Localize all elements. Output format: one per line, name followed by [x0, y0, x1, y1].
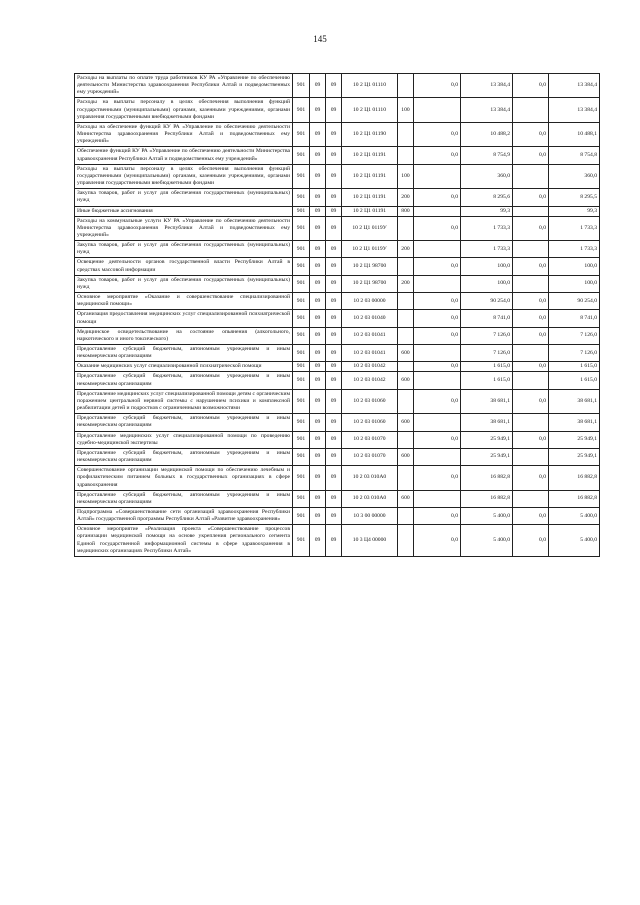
amount-cell-1: [414, 206, 461, 216]
amount-cell-1: [414, 98, 461, 122]
section-code-cell: 09: [310, 507, 326, 524]
table-row: [75, 241, 600, 258]
section-code-cell: 09: [310, 448, 326, 465]
expense-type-cell: [398, 327, 414, 344]
section-code-cell: 09: [310, 466, 326, 490]
section-code-cell: 09: [310, 98, 326, 122]
admin-code-cell: 901: [293, 507, 310, 524]
target-article-cell: 10 2 Ц1 01191: [342, 147, 398, 164]
table-row: [75, 507, 600, 524]
amount-cell-4: 5 400,0: [549, 507, 600, 524]
amount-cell-2: 100,0: [461, 275, 513, 292]
admin-code-cell: 901: [293, 164, 310, 188]
expense-type-cell: [398, 258, 414, 275]
table-row: [75, 414, 600, 431]
section-code-cell: 09: [310, 258, 326, 275]
subsection-code-cell: 09: [326, 490, 342, 507]
amount-cell-1: 0,0: [414, 466, 461, 490]
amount-cell-2: 38 681,1: [461, 414, 513, 431]
amount-cell-1: [414, 448, 461, 465]
section-code-cell: 09: [310, 431, 326, 448]
amount-cell-4: 1 733,3: [549, 216, 600, 240]
amount-cell-3: 0,0: [513, 310, 549, 327]
section-code-cell: 09: [310, 293, 326, 310]
subsection-code-cell: 09: [326, 216, 342, 240]
row-name-cell: Предоставление медицинских услуг специализированной помощи детям с органическим поражением центральной нервной системы с нарушением психики и комплексной реабилитации детей и подростков с ограниченными возможностями: [75, 389, 293, 413]
amount-cell-1: [414, 275, 461, 292]
subsection-code-cell: 09: [326, 431, 342, 448]
subsection-code-cell: 09: [326, 525, 342, 557]
amount-cell-3: 0,0: [513, 147, 549, 164]
target-article-cell: 10 2 03 00000: [342, 293, 398, 310]
table-row: [75, 345, 600, 362]
target-article-cell: 10 2 03 01070: [342, 431, 398, 448]
expense-type-cell: [398, 362, 414, 372]
amount-cell-3: 0,0: [513, 362, 549, 372]
amount-cell-3: [513, 372, 549, 389]
expense-type-cell: 600: [398, 414, 414, 431]
row-name-cell: Расходы на обеспечение функций КУ РА «Управление по обеспечению деятельности Министерства здравоохранения Республики Алтай и подведомственных ему учреждений»: [75, 122, 293, 146]
table-row: [75, 448, 600, 465]
row-name-cell: Освещение деятельности органов государственной власти Республики Алтай в средствах массовой информации: [75, 258, 293, 275]
subsection-code-cell: 09: [326, 98, 342, 122]
admin-code-cell: 901: [293, 216, 310, 240]
amount-cell-4: 13 384,4: [549, 98, 600, 122]
amount-cell-1: 0,0: [414, 389, 461, 413]
target-article-cell: 10 2 03 010А0: [342, 490, 398, 507]
amount-cell-2: 8 295,6: [461, 189, 513, 206]
amount-cell-1: 0,0: [414, 122, 461, 146]
expense-type-cell: [398, 466, 414, 490]
table-row: [75, 525, 600, 557]
table-row: [75, 98, 600, 122]
amount-cell-4: 100,0: [549, 258, 600, 275]
amount-cell-3: [513, 164, 549, 188]
admin-code-cell: 901: [293, 241, 310, 258]
section-code-cell: 09: [310, 122, 326, 146]
section-code-cell: 09: [310, 206, 326, 216]
amount-cell-4: 5 400,0: [549, 525, 600, 557]
amount-cell-3: 0,0: [513, 258, 549, 275]
row-name-cell: Расходы на выплаты персоналу в целях обеспечения выполнения функций государственными (муниципальными) органами, казенными учреждениями, органами управления государственными внебюджетными фондами: [75, 98, 293, 122]
expense-type-cell: [398, 310, 414, 327]
table-row: [75, 310, 600, 327]
table-row: [75, 206, 600, 216]
amount-cell-1: 0,0: [414, 216, 461, 240]
amount-cell-2: 5 400,0: [461, 507, 513, 524]
subsection-code-cell: 09: [326, 448, 342, 465]
amount-cell-3: [513, 448, 549, 465]
subsection-code-cell: 09: [326, 206, 342, 216]
target-article-cell: 10 2 03 01060: [342, 389, 398, 413]
amount-cell-4: 16 882,8: [549, 490, 600, 507]
amount-cell-2: 100,0: [461, 258, 513, 275]
amount-cell-4: 1 615,0: [549, 362, 600, 372]
expense-type-cell: [398, 147, 414, 164]
amount-cell-1: 0,0: [414, 74, 461, 98]
target-article-cell: 10 2 Ц1 98700: [342, 258, 398, 275]
expense-type-cell: 200: [398, 241, 414, 258]
target-article-cell: 10 2 03 01041: [342, 327, 398, 344]
amount-cell-3: 0,0: [513, 507, 549, 524]
table-row: [75, 293, 600, 310]
amount-cell-2: 13 384,4: [461, 98, 513, 122]
amount-cell-2: 16 882,8: [461, 490, 513, 507]
subsection-code-cell: 09: [326, 164, 342, 188]
section-code-cell: 09: [310, 147, 326, 164]
amount-cell-1: [414, 164, 461, 188]
section-code-cell: 09: [310, 389, 326, 413]
amount-cell-4: 100,0: [549, 275, 600, 292]
subsection-code-cell: 09: [326, 389, 342, 413]
row-name-cell: Закупка товаров, работ и услуг для обеспечения государственных (муниципальных) нужд: [75, 189, 293, 206]
amount-cell-2: 7 126,0: [461, 345, 513, 362]
expense-type-cell: 100: [398, 164, 414, 188]
section-code-cell: 09: [310, 275, 326, 292]
amount-cell-3: 0,0: [513, 466, 549, 490]
table-row: [75, 362, 600, 372]
expense-type-cell: [398, 507, 414, 524]
subsection-code-cell: 09: [326, 275, 342, 292]
expense-type-cell: 100: [398, 98, 414, 122]
amount-cell-3: 0,0: [513, 74, 549, 98]
subsection-code-cell: 09: [326, 362, 342, 372]
amount-cell-4: 7 126,0: [549, 345, 600, 362]
expense-type-cell: [398, 525, 414, 557]
row-name-cell: Расходы на коммунальные услуги КУ РА «Управление по обеспечению деятельности Министерства здравоохранения Республики Алтай и подведомственных ему учреждений»: [75, 216, 293, 240]
table-row: [75, 122, 600, 146]
budget-table: [74, 73, 600, 557]
amount-cell-3: 0,0: [513, 389, 549, 413]
expense-type-cell: 600: [398, 372, 414, 389]
amount-cell-4: 8 295,5: [549, 189, 600, 206]
row-name-cell: Закупка товаров, работ и услуг для обеспечения государственных (муниципальных) нужд: [75, 241, 293, 258]
row-name-cell: Предоставление субсидий бюджетным, автономным учреждениям и иным некоммерческим организациям: [75, 448, 293, 465]
amount-cell-4: 1 733,3: [549, 241, 600, 258]
admin-code-cell: 901: [293, 414, 310, 431]
amount-cell-4: 25 949,1: [549, 431, 600, 448]
table-row: [75, 490, 600, 507]
amount-cell-4: 99,3: [549, 206, 600, 216]
target-article-cell: 10 3 Ц4 00000: [342, 525, 398, 557]
amount-cell-3: [513, 241, 549, 258]
admin-code-cell: 901: [293, 189, 310, 206]
table-row: [75, 147, 600, 164]
amount-cell-4: 8 741,0: [549, 310, 600, 327]
amount-cell-3: [513, 345, 549, 362]
subsection-code-cell: 09: [326, 241, 342, 258]
table-row: [75, 164, 600, 188]
amount-cell-3: 0,0: [513, 189, 549, 206]
section-code-cell: 09: [310, 74, 326, 98]
subsection-code-cell: 09: [326, 345, 342, 362]
amount-cell-2: 38 681,1: [461, 389, 513, 413]
amount-cell-2: 1 615,0: [461, 362, 513, 372]
expense-type-cell: [398, 74, 414, 98]
amount-cell-2: 99,3: [461, 206, 513, 216]
expense-type-cell: 600: [398, 448, 414, 465]
amount-cell-3: [513, 275, 549, 292]
table-body: [75, 74, 600, 557]
page-number: 145: [313, 34, 327, 44]
admin-code-cell: 901: [293, 310, 310, 327]
amount-cell-4: 90 254,0: [549, 293, 600, 310]
amount-cell-1: 0,0: [414, 507, 461, 524]
amount-cell-2: 5 400,0: [461, 525, 513, 557]
target-article-cell: 10 2 Ц1 01110: [342, 74, 398, 98]
target-article-cell: 10 2 Ц1 01110: [342, 98, 398, 122]
row-name-cell: Закупка товаров, работ и услуг для обеспечения государственных (муниципальных) нужд: [75, 275, 293, 292]
subsection-code-cell: 09: [326, 147, 342, 164]
amount-cell-1: 0,0: [414, 327, 461, 344]
admin-code-cell: 901: [293, 372, 310, 389]
target-article-cell: 10 2 Ц1 98700: [342, 275, 398, 292]
row-name-cell: Организация предоставления медицинских услуг специализированной психиатрической помощи: [75, 310, 293, 327]
amount-cell-4: 8 754,8: [549, 147, 600, 164]
section-code-cell: 09: [310, 490, 326, 507]
expense-type-cell: [398, 431, 414, 448]
table-row: [75, 275, 600, 292]
row-name-cell: Расходы на выплаты персоналу в целях обеспечения выполнения функций государственными (муниципальными) органами, казенными учреждениями, органами управления государственными внебюджетными фондами: [75, 164, 293, 188]
admin-code-cell: 901: [293, 362, 310, 372]
amount-cell-1: [414, 490, 461, 507]
amount-cell-3: 0,0: [513, 216, 549, 240]
amount-cell-1: 0,0: [414, 431, 461, 448]
admin-code-cell: 901: [293, 206, 310, 216]
subsection-code-cell: 09: [326, 310, 342, 327]
amount-cell-2: 16 882,8: [461, 466, 513, 490]
expense-type-cell: 200: [398, 189, 414, 206]
row-name-cell: Предоставление субсидий бюджетным, автономным учреждениям и иным некоммерческим организациям: [75, 372, 293, 389]
row-name-cell: Обеспечение функций КУ РА «Управление по обеспечению деятельности Министерства здравоохранения Республики Алтай и подведомственных ему учреждений»: [75, 147, 293, 164]
amount-cell-2: 7 126,0: [461, 327, 513, 344]
admin-code-cell: 901: [293, 431, 310, 448]
subsection-code-cell: 09: [326, 258, 342, 275]
table-row: [75, 372, 600, 389]
target-article-cell: 10 2 03 010А0: [342, 466, 398, 490]
amount-cell-4: 38 681,1: [549, 414, 600, 431]
row-name-cell: Подпрограмма «Совершенствование сети организаций здравоохранения Республики Алтай» государственной программы Республики Алтай «Развитие здравоохранения»: [75, 507, 293, 524]
section-code-cell: 09: [310, 327, 326, 344]
amount-cell-1: 0,0: [414, 258, 461, 275]
row-name-cell: Основное мероприятие «Реализация проекта «Совершенствование процессов организации медицинской помощи на основе укрепления регионального сегмента Единой государственной информационной системы в сфере здравоохранения в медицинских организациях Республики Алтай»: [75, 525, 293, 557]
section-code-cell: 09: [310, 414, 326, 431]
target-article-cell: 10 2 Ц1 0119У: [342, 216, 398, 240]
admin-code-cell: 901: [293, 327, 310, 344]
subsection-code-cell: 09: [326, 327, 342, 344]
amount-cell-3: 0,0: [513, 293, 549, 310]
section-code-cell: 09: [310, 525, 326, 557]
amount-cell-4: 1 615,0: [549, 372, 600, 389]
table-row: [75, 216, 600, 240]
section-code-cell: 09: [310, 362, 326, 372]
section-code-cell: 09: [310, 372, 326, 389]
amount-cell-2: 13 384,4: [461, 74, 513, 98]
amount-cell-2: 25 949,1: [461, 448, 513, 465]
target-article-cell: 10 2 03 01042: [342, 362, 398, 372]
amount-cell-1: 0,0: [414, 293, 461, 310]
subsection-code-cell: 09: [326, 293, 342, 310]
amount-cell-1: 0,0: [414, 310, 461, 327]
expense-type-cell: 200: [398, 275, 414, 292]
target-article-cell: 10 2 03 01040: [342, 310, 398, 327]
admin-code-cell: 901: [293, 448, 310, 465]
amount-cell-2: 1 733,3: [461, 241, 513, 258]
amount-cell-1: [414, 372, 461, 389]
table-row: [75, 74, 600, 98]
amount-cell-2: 1 733,3: [461, 216, 513, 240]
row-name-cell: Совершенствование организации медицинской помощи по обеспечению лечебным и профилактическим питанием больных в государственных организациях в сфере здравоохранения: [75, 466, 293, 490]
amount-cell-1: 0,0: [414, 189, 461, 206]
subsection-code-cell: 09: [326, 372, 342, 389]
section-code-cell: 09: [310, 164, 326, 188]
subsection-code-cell: 09: [326, 507, 342, 524]
expense-type-cell: [398, 389, 414, 413]
admin-code-cell: 901: [293, 345, 310, 362]
admin-code-cell: 901: [293, 122, 310, 146]
amount-cell-3: 0,0: [513, 327, 549, 344]
section-code-cell: 09: [310, 216, 326, 240]
subsection-code-cell: 09: [326, 189, 342, 206]
row-name-cell: Медицинское освидетельствование на состояние опьянения (алкогольного, наркотического и иного токсического): [75, 327, 293, 344]
amount-cell-2: 25 949,1: [461, 431, 513, 448]
table-row: [75, 389, 600, 413]
amount-cell-1: 0,0: [414, 147, 461, 164]
target-article-cell: 10 2 Ц1 0119У: [342, 241, 398, 258]
admin-code-cell: 901: [293, 525, 310, 557]
amount-cell-3: [513, 206, 549, 216]
row-name-cell: Расходы на выплаты по оплате труда работников КУ РА «Управление по обеспечению деятельности Министерства здравоохранения Республики Алтай и подведомственных ему учреждений»: [75, 74, 293, 98]
row-name-cell: Предоставление субсидий бюджетным, автономным учреждениям и иным некоммерческим организациям: [75, 414, 293, 431]
admin-code-cell: 901: [293, 258, 310, 275]
section-code-cell: 09: [310, 310, 326, 327]
admin-code-cell: 901: [293, 490, 310, 507]
section-code-cell: 09: [310, 241, 326, 258]
subsection-code-cell: 09: [326, 122, 342, 146]
amount-cell-4: 16 882,8: [549, 466, 600, 490]
admin-code-cell: 901: [293, 275, 310, 292]
admin-code-cell: 901: [293, 293, 310, 310]
target-article-cell: 10 2 03 01070: [342, 448, 398, 465]
expense-type-cell: 800: [398, 206, 414, 216]
row-name-cell: Иные бюджетные ассигнования: [75, 206, 293, 216]
expense-type-cell: [398, 122, 414, 146]
expense-type-cell: [398, 293, 414, 310]
amount-cell-2: 1 615,0: [461, 372, 513, 389]
table-row: [75, 189, 600, 206]
target-article-cell: 10 3 00 00000: [342, 507, 398, 524]
admin-code-cell: 901: [293, 466, 310, 490]
amount-cell-3: 0,0: [513, 122, 549, 146]
amount-cell-2: 90 254,0: [461, 293, 513, 310]
target-article-cell: 10 2 Ц1 01191: [342, 189, 398, 206]
admin-code-cell: 901: [293, 98, 310, 122]
amount-cell-4: 10 488,1: [549, 122, 600, 146]
amount-cell-4: 13 384,4: [549, 74, 600, 98]
amount-cell-2: 8 754,9: [461, 147, 513, 164]
amount-cell-1: 0,0: [414, 362, 461, 372]
row-name-cell: Предоставление медицинских услуг специализированной помощи по проведению судебно-медицинской экспертизы: [75, 431, 293, 448]
amount-cell-1: [414, 414, 461, 431]
amount-cell-1: 0,0: [414, 525, 461, 557]
table-row: [75, 258, 600, 275]
admin-code-cell: 901: [293, 74, 310, 98]
table-row: [75, 431, 600, 448]
table-row: [75, 327, 600, 344]
row-name-cell: Предоставление субсидий бюджетным, автономным учреждениям и иным некоммерческим организациям: [75, 490, 293, 507]
amount-cell-4: 7 126,0: [549, 327, 600, 344]
amount-cell-3: [513, 490, 549, 507]
amount-cell-2: 10 488,2: [461, 122, 513, 146]
amount-cell-3: 0,0: [513, 431, 549, 448]
table-row: [75, 466, 600, 490]
expense-type-cell: 600: [398, 345, 414, 362]
amount-cell-2: 360,0: [461, 164, 513, 188]
subsection-code-cell: 09: [326, 414, 342, 431]
admin-code-cell: 901: [293, 147, 310, 164]
row-name-cell: Предоставление субсидий бюджетным, автономным учреждениям и иным некоммерческим организациям: [75, 345, 293, 362]
subsection-code-cell: 09: [326, 466, 342, 490]
expense-type-cell: 600: [398, 490, 414, 507]
target-article-cell: 10 2 Ц1 01191: [342, 206, 398, 216]
amount-cell-4: 25 949,1: [549, 448, 600, 465]
amount-cell-3: [513, 414, 549, 431]
subsection-code-cell: 09: [326, 74, 342, 98]
section-code-cell: 09: [310, 345, 326, 362]
row-name-cell: Оказание медицинских услуг специализированной психиатрической помощи: [75, 362, 293, 372]
target-article-cell: 10 2 03 01042: [342, 372, 398, 389]
target-article-cell: 10 2 03 01041: [342, 345, 398, 362]
section-code-cell: 09: [310, 189, 326, 206]
amount-cell-1: [414, 241, 461, 258]
amount-cell-4: 360,0: [549, 164, 600, 188]
target-article-cell: 10 2 Ц1 01191: [342, 164, 398, 188]
target-article-cell: 10 2 03 01060: [342, 414, 398, 431]
amount-cell-4: 38 681,1: [549, 389, 600, 413]
amount-cell-2: 8 741,0: [461, 310, 513, 327]
admin-code-cell: 901: [293, 389, 310, 413]
row-name-cell: Основное мероприятие «Оказание и совершенствование специализированной медицинской помощи»: [75, 293, 293, 310]
amount-cell-1: [414, 345, 461, 362]
amount-cell-3: 0,0: [513, 525, 549, 557]
expense-type-cell: [398, 216, 414, 240]
amount-cell-3: [513, 98, 549, 122]
target-article-cell: 10 2 Ц1 01190: [342, 122, 398, 146]
